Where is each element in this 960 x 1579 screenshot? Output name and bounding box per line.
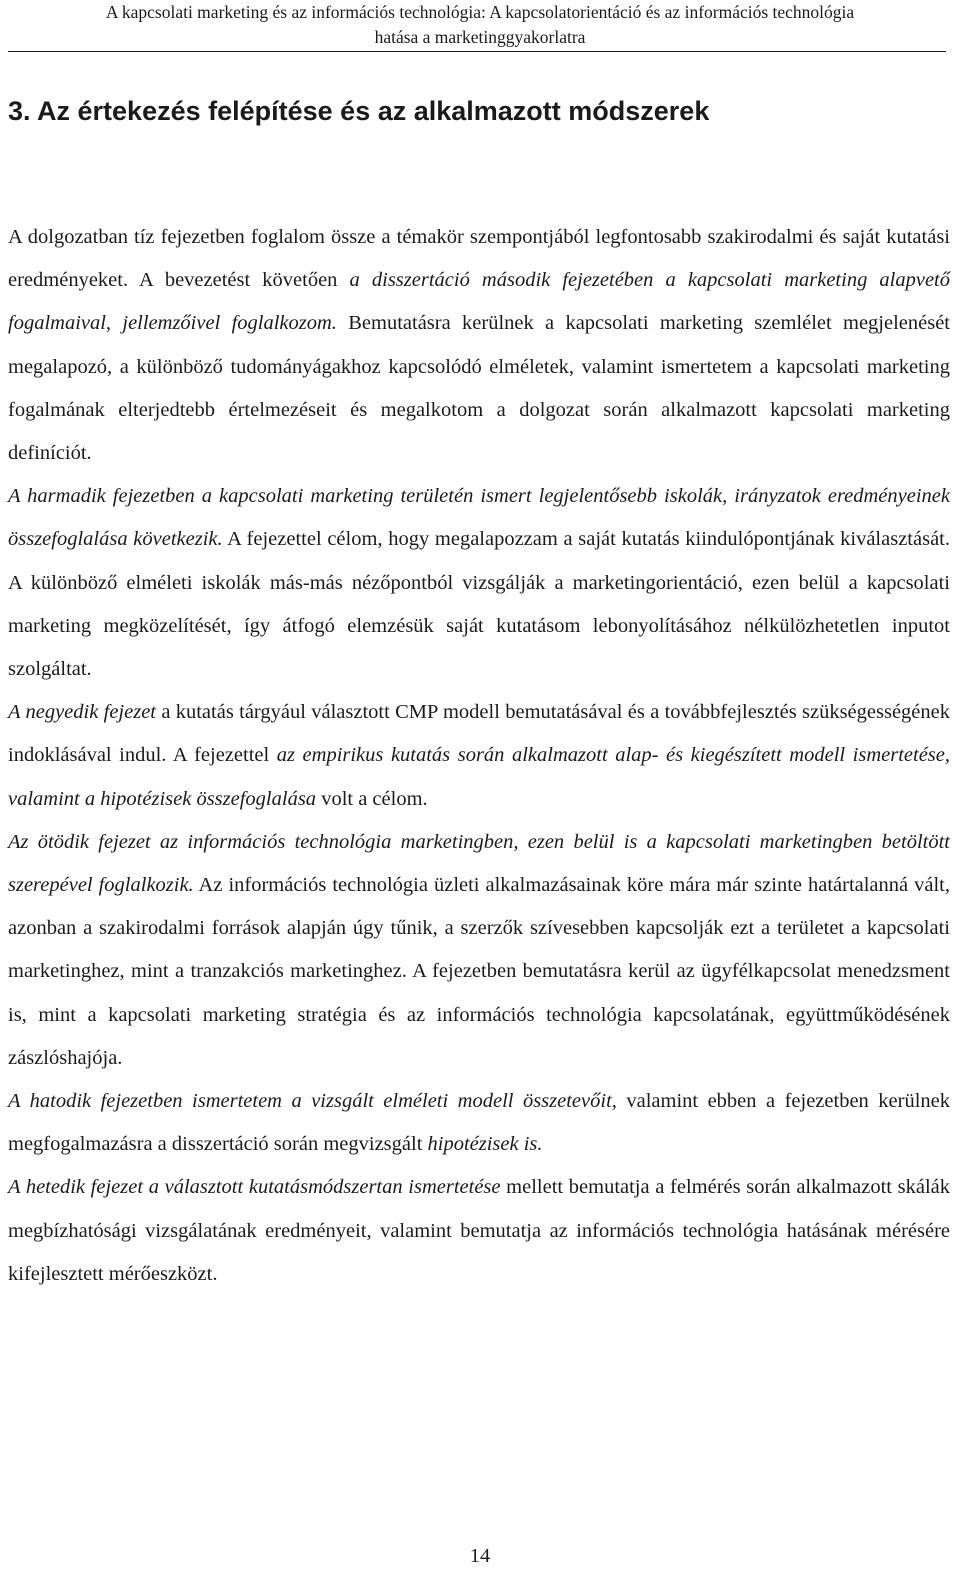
p3-text-1: a kutatás tárgyául választott CMP modell bemutatásával és a továbbfejlesztés szükségességének indoklásával indul. A fejezettel	[8, 701, 950, 767]
body-text	[8, 216, 950, 1296]
p2-italic-1: A harmadik fejezetben a kapcsolati marketing területén ismert legjelentősebb iskolák, irányzatok eredményeinek összefoglalása következik.	[8, 485, 950, 551]
paragraph-6	[8, 1166, 950, 1296]
paragraph-2	[8, 475, 950, 691]
p3-italic-2: az empirikus kutatás során alkalmazott alap- és kiegészített modell ismertetése, valamint a hipotézisek összefoglalása	[8, 744, 950, 810]
p1-text-2: Bemutatásra kerülnek a kapcsolati marketing szemlélet megjelenését megalapozó, a különböző tudományágakhoz kapcsolódó elméletek, valamint ismertetem a kapcsolati marketing fogalmának elterjedtebb értelmezéseit és megalkotom a dolgozat során alkalmazott kapcsolati marketing definíciót.	[8, 312, 950, 465]
page-number: 14	[469, 1545, 491, 1567]
p1-italic-1: a disszertáció második fejezetében a kapcsolati marketing alapvető fogalmaival, jellemzőivel foglalkozom.	[8, 269, 951, 335]
running-header-line-1: A kapcsolati marketing és az információs technológia: A kapcsolatorientáció és az információs technológia	[105, 2, 855, 22]
p6-text-1: mellett bemutatja a felmérés során alkalmazott skálák megbízhatósági vizsgálatának eredményeit, valamint bemutatja az információs technológia hatásának mérésére kifejlesztett mérőeszközt.	[8, 1176, 950, 1285]
p4-italic-1: Az ötödik fejezet az információs technológia marketingben, ezen belül is a kapcsolati marketingben betöltött szerepével foglalkozik.	[8, 830, 950, 897]
header-divider	[8, 51, 946, 52]
p5-italic-1: A hatodik fejezetben ismertetem a vizsgált elméleti modell összetevőit,	[8, 1090, 617, 1113]
p1-text-1: A dolgozatban tíz fejezetben foglalom össze a témakör szempontjából legfontosabb szakirodalmi és saját kutatási eredményeket. A bevezetést követően	[8, 226, 950, 292]
paragraph-5	[8, 1080, 950, 1166]
p3-text-2: volt a célom.	[316, 787, 428, 810]
p6-italic-1: A hetedik fejezet a választott kutatásmódszertan ismertetése	[8, 1176, 501, 1199]
p5-text-1: valamint ebben a fejezetben kerülnek megfogalmazásra a disszertáció során megvizsgált	[8, 1090, 950, 1156]
running-header	[8, 0, 952, 50]
paragraph-4	[8, 821, 950, 1080]
p2-text-1: A fejezettel célom, hogy megalapozzam a saját kutatás kiindulópontjának kiválasztását. A különböző elméleti iskolák más-más nézőpontból vizsgálják a marketingorientáció, ezen belül a kapcsolati marketing megközelítését, így átfogó elemzésük saját kutatásom lebonyolításához nélkülözhetetlen inputot szolgáltat.	[8, 528, 950, 681]
paragraph-1	[8, 216, 950, 475]
chapter-title: 3. Az értekezés felépítése és az alkalmazott módszerek	[8, 96, 710, 126]
running-header-line-2: hatása a marketinggyakorlatra	[374, 27, 586, 47]
p5-italic-2: hipotézisek is.	[427, 1133, 543, 1156]
p3-italic-1: A negyedik fejezet	[8, 701, 156, 724]
paragraph-3	[8, 691, 950, 821]
p4-text-1: Az információs technológia üzleti alkalmazásainak köre mára már szinte határtalanná vált, azonban a szakirodalmi források alapján úgy tűnik, a szerzők szívesebben kapcsolják ezt a területet a kapcsolati marketinghez, mint a tranzakciós marketinghez. A fejezetben bemutatásra kerül az ügyfélkapcsolat menedzsment is, mint a kapcsolati marketing stratégia és az információs technológia kapcsolatának, együttműködésének zászlóshajója.	[8, 874, 950, 1069]
